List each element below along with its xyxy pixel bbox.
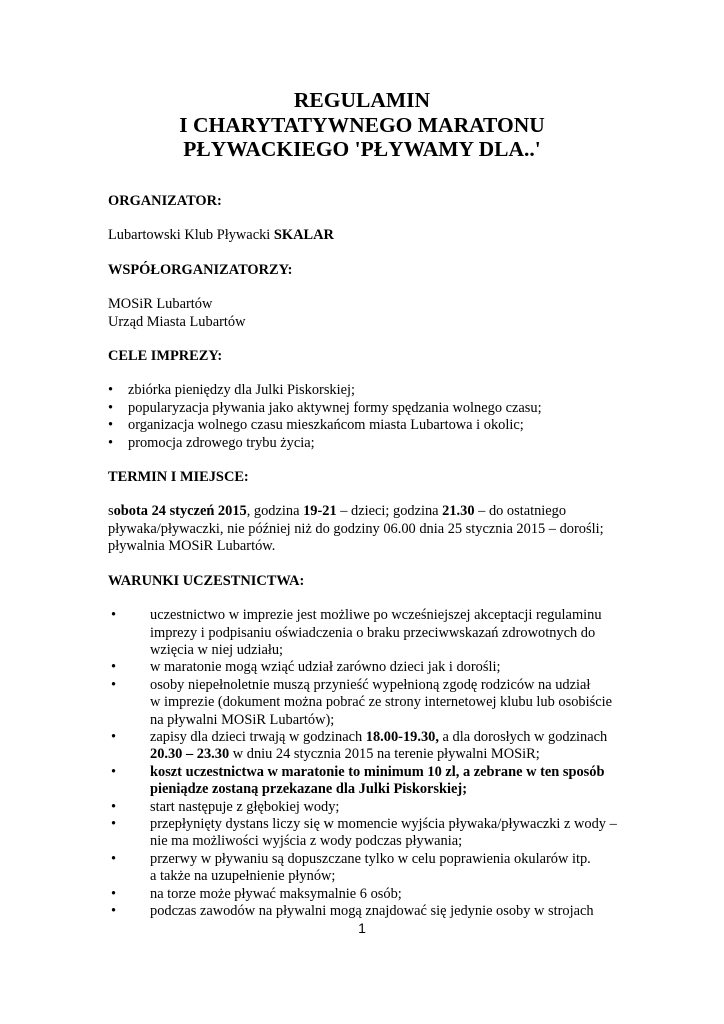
bullet-icon: • xyxy=(108,417,114,434)
termin-line-2: pływaka/pływaczki, nie później niż do godziny 06.00 dnia 25 stycznia 2015 – dorośli; xyxy=(108,520,604,537)
bullet-icon: • xyxy=(111,659,117,676)
bullet-icon: • xyxy=(111,728,117,745)
list-item: • przepłynięty dystans liczy się w momencie wyjścia pływaka/pływaczki z wody – nie ma możliwości wyjścia z wody podczas pływania; xyxy=(111,815,617,850)
list-item: • na torze może pływać maksymalnie 6 osób; xyxy=(111,885,402,902)
list-item: • koszt uczestnictwa w maratonie to minimum 10 zl, a zebrane w ten sposób pieniądze zostaną przekazane dla Julki Piskorskiej; xyxy=(111,763,605,798)
bullet-icon: • xyxy=(111,815,117,832)
organizator-club: SKALAR xyxy=(273,227,334,244)
list-item: • start następuje z głębokiej wody; xyxy=(111,798,340,815)
organizator-name: Lubartowski Klub Pływacki xyxy=(108,227,274,244)
list-item: • organizacja wolnego czasu mieszkańcom miasta Lubartowa i okolic; xyxy=(108,417,524,434)
wspolorganizatorzy-list xyxy=(108,296,608,331)
list-item: • popularyzacja pływania jako aktywnej formy spędzania wolnego czasu; xyxy=(108,399,542,416)
bullet-icon: • xyxy=(111,798,117,815)
list-item: • w maratonie mogą wziąć udział zarówno dzieci jak i dorośli; xyxy=(111,659,501,676)
list-item: • zapisy dla dzieci trwają w godzinach 18.00-19.30, a dla dorosłych w godzinach 20.30 – 23.30 w dniu 24 stycznia 2015 na terenie pływalni MOSiR; xyxy=(111,728,608,763)
heading-wspolorganizatorzy: WSPÓŁORGANIZATORZY: xyxy=(108,261,293,278)
bullet-icon: • xyxy=(111,850,117,867)
list-item: • zbiórka pieniędzy dla Julki Piskorskiej; xyxy=(108,382,356,399)
organizator-text xyxy=(108,227,608,244)
list-item: • przerwy w pływaniu są dopuszczane tylko w celu poprawienia okularów itp. a także na uzupełnienie płynów; xyxy=(111,850,591,885)
document-title xyxy=(0,88,724,162)
list-item: • osoby niepełnoletnie muszą przynieść wypełnioną zgodę rodziców na udział w imprezie (dokument można pobrać ze strony internetowej klubu lub osobiście na pływalni MOSiR Lubartów); xyxy=(111,676,612,728)
title-line-3: PŁYWACKIEGO 'PŁYWAMY DLA..' xyxy=(183,137,541,161)
bullet-icon: • xyxy=(111,903,117,919)
bullet-icon: • xyxy=(111,763,117,780)
list-item: • promocja zdrowego trybu życia; xyxy=(108,434,315,451)
event-date: obota 24 styczeń 2015 xyxy=(113,503,247,520)
termin-line-3: pływalnia MOSiR Lubartów. xyxy=(108,538,276,555)
heading-cele: CELE IMPREZY: xyxy=(108,348,223,365)
heading-warunki: WARUNKI UCZESTNICTWA: xyxy=(108,572,305,589)
bullet-icon: • xyxy=(111,607,117,624)
termin-line-1: sobota 24 styczeń 2015, godzina 19-21 – dzieci; godzina 21.30 – do ostatniego xyxy=(108,503,567,520)
kids-hours: 19-21 xyxy=(303,503,337,520)
coorganizer-2: Urząd Miasta Lubartów xyxy=(108,313,246,330)
coorganizer-1: MOSiR Lubartów xyxy=(108,296,213,313)
list-item: • uczestnictwo w imprezie jest możliwe po wcześniejszej akceptacji regulaminu imprezy i podpisaniu oświadczenia o braku przeciwwskazań zdrowotnych do wzięcia w niej udziału; xyxy=(111,607,602,658)
bullet-icon: • xyxy=(111,676,117,693)
termin-text xyxy=(108,503,608,555)
cele-list xyxy=(108,382,608,452)
bullet-icon: • xyxy=(111,885,117,902)
page-number: 1 xyxy=(358,920,366,936)
title-line-1: REGULAMIN xyxy=(293,88,431,112)
title-line-2: I CHARYTATYWNEGO MARATONU xyxy=(179,112,545,137)
heading-termin: TERMIN I MIEJSCE: xyxy=(108,469,249,486)
bullet-icon: • xyxy=(108,382,114,399)
bullet-icon: • xyxy=(108,399,114,416)
heading-organizator: ORGANIZATOR: xyxy=(108,193,222,209)
adults-start: 21.30 xyxy=(442,503,475,520)
document-body xyxy=(108,193,617,920)
warunki-list xyxy=(108,607,617,920)
bullet-icon: • xyxy=(108,434,114,451)
list-item: • podczas zawodów na pływalni mogą znajdować się jedynie osoby w strojach xyxy=(111,903,594,919)
